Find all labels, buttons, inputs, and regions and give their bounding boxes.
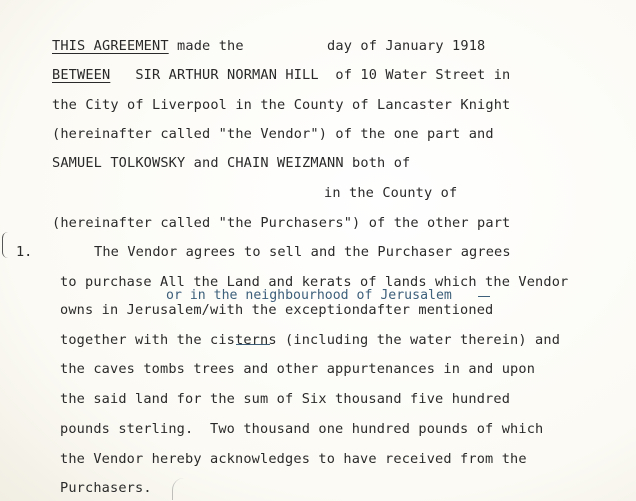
line-3: the City of Liverpool in the County of Lancaster Knight bbox=[52, 97, 511, 113]
vendor-name: SIR ARTHUR NORMAN HILL of 10 Water Street in bbox=[110, 67, 511, 83]
line-5: SAMUEL TOLKOWSKY and CHAIN WEIZMANN both of bbox=[52, 155, 411, 171]
agreement-heading: THIS AGREEMENT bbox=[52, 38, 169, 54]
line-9: to purchase All the Land and kerats of lands which the Vendor bbox=[60, 274, 569, 290]
cisterns-underline bbox=[236, 344, 270, 345]
line-2 bbox=[52, 67, 510, 83]
line-16: Purchasers. bbox=[60, 480, 152, 496]
line-4: (hereinafter called "the Vendor") of the one part and bbox=[52, 126, 494, 142]
line-8: The Vendor agrees to sell and the Purchaser agrees bbox=[94, 244, 511, 260]
insertion-strike bbox=[478, 296, 490, 297]
line-7: (hereinafter called "the Purchasers") of the other part bbox=[52, 215, 511, 231]
margin-bracket bbox=[2, 232, 9, 258]
between-heading: BETWEEN bbox=[52, 67, 111, 83]
line-6: in the County of bbox=[324, 185, 458, 201]
line-13: the said land for the sum of Six thousand five hundred bbox=[60, 391, 511, 407]
line-14: pounds sterling. Two thousand one hundred pounds of which bbox=[60, 421, 544, 437]
line-10: owns in Jerusalem/with the exceptiondafter mentioned bbox=[60, 302, 494, 318]
paper-mark bbox=[172, 478, 187, 500]
line-11: together with the cisterns (including the water therein) and bbox=[60, 332, 561, 348]
clause-number: 1. bbox=[16, 244, 33, 260]
line-1 bbox=[52, 38, 485, 54]
handwritten-insertion: or in the neighbourhood of Jerusalem bbox=[166, 288, 452, 303]
line-15: the Vendor hereby acknowledges to have received from the bbox=[60, 451, 527, 467]
line-12: the caves tombs trees and other appurtenances in and upon bbox=[60, 361, 536, 377]
date-text: made the day of January 1918 bbox=[168, 38, 486, 54]
